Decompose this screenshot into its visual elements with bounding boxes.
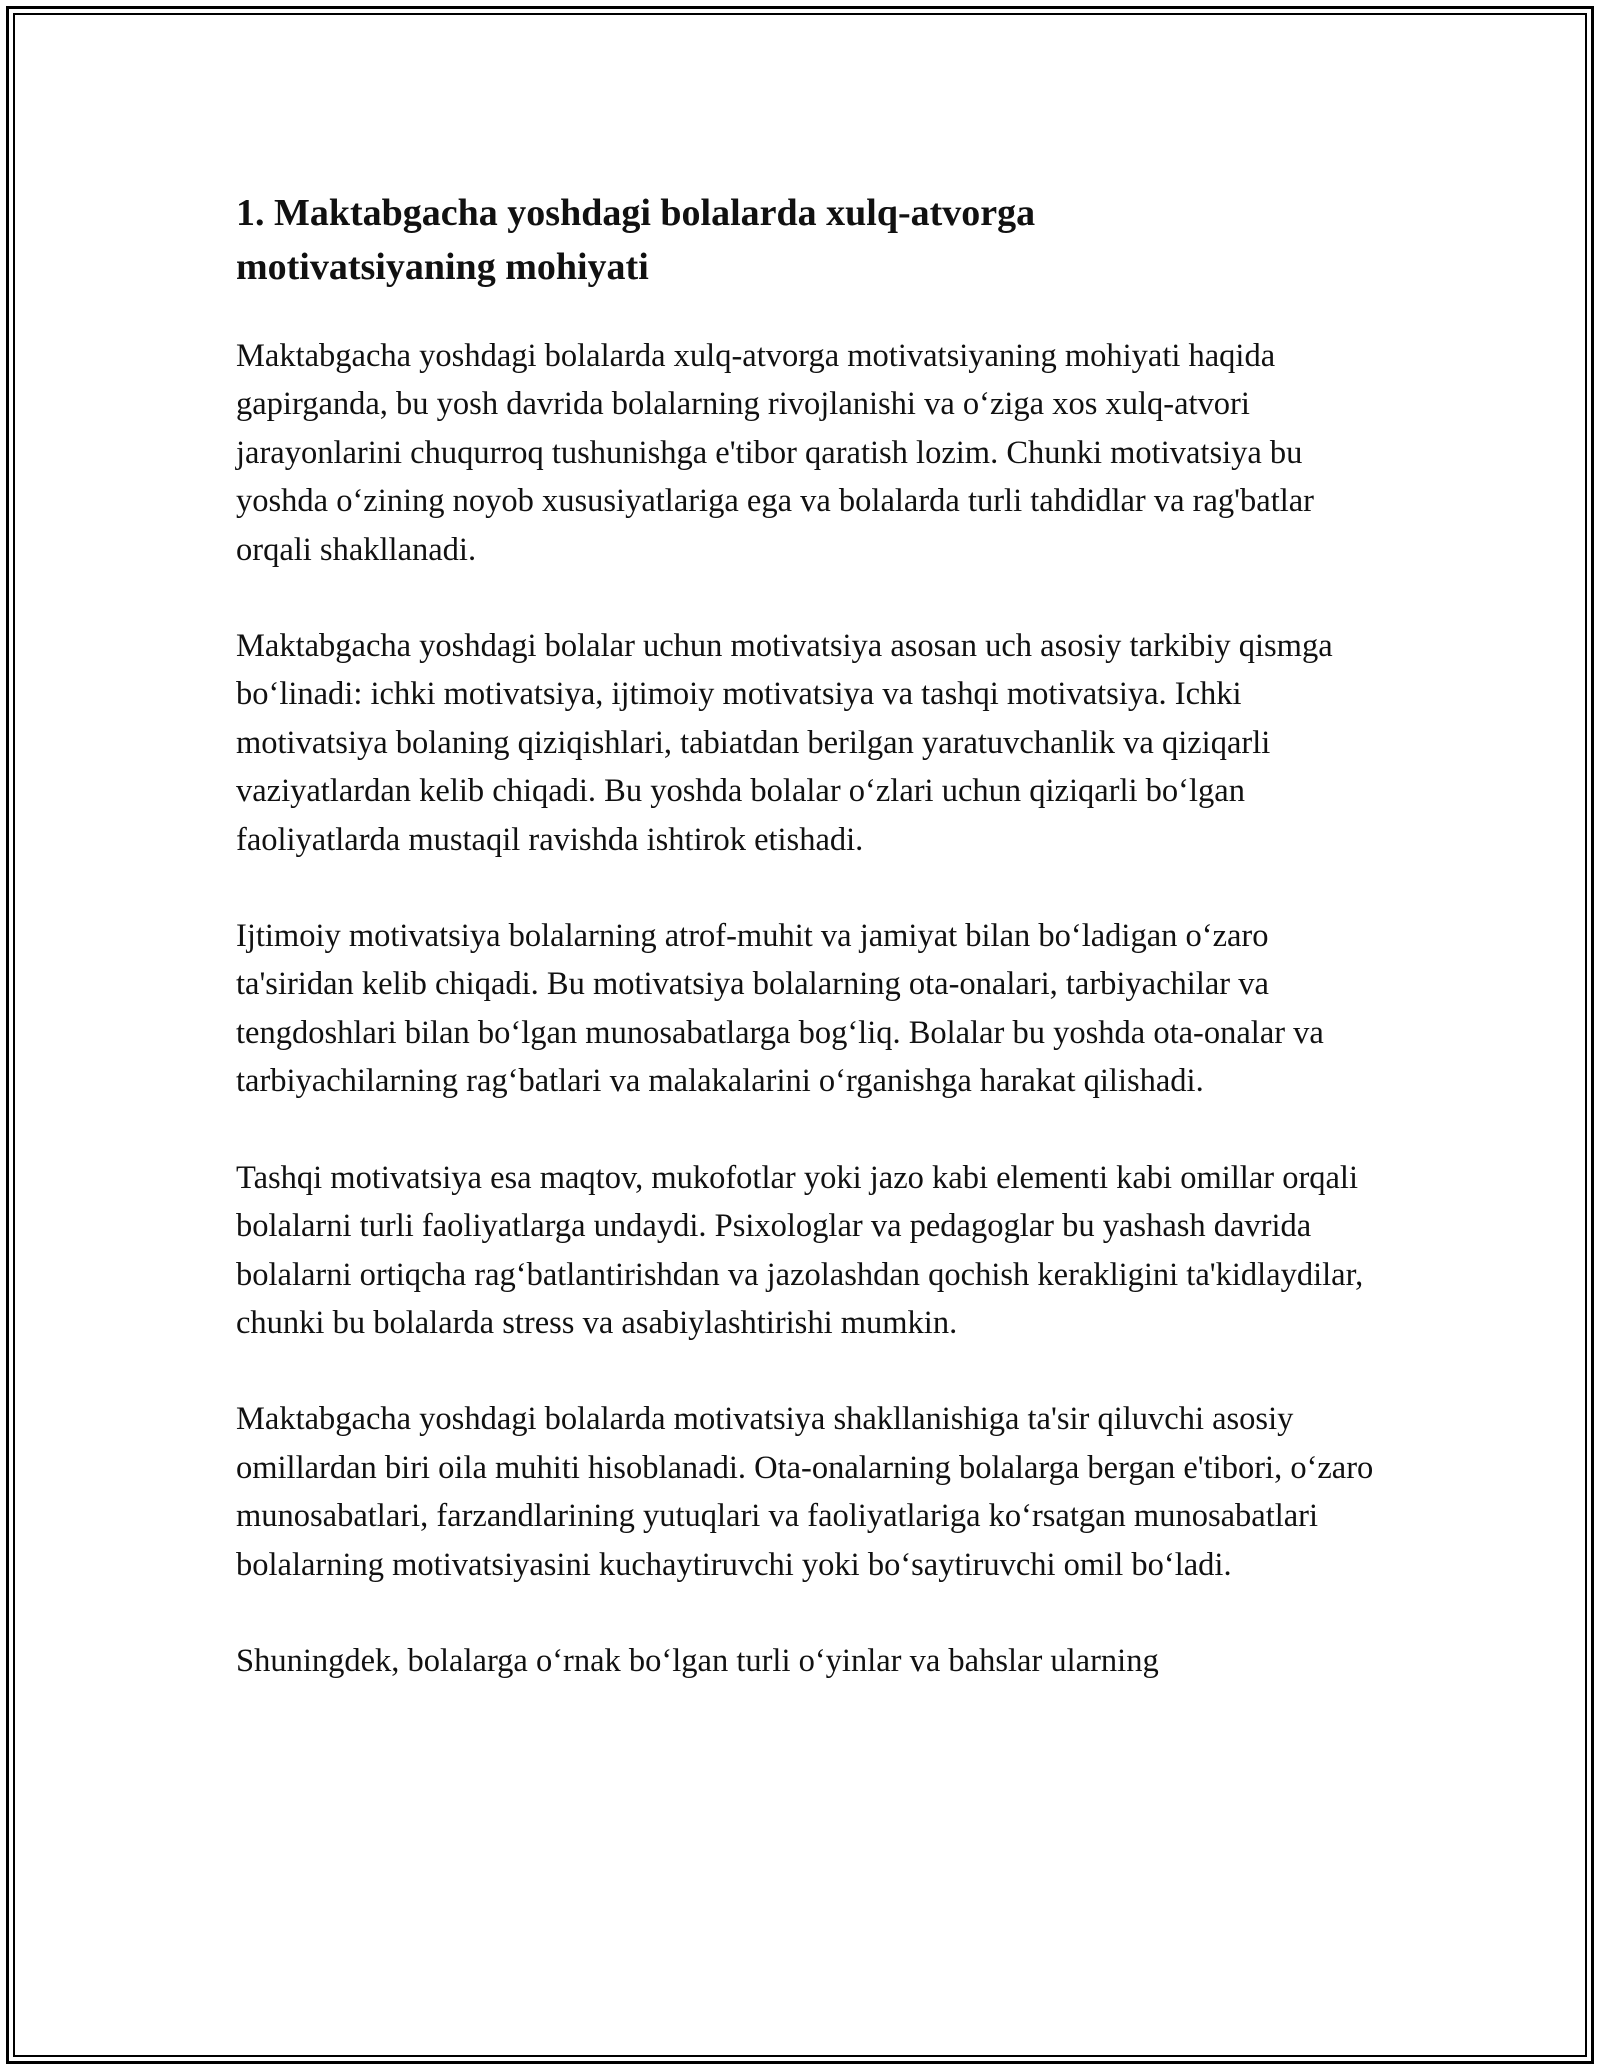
paragraph-1: Maktabgacha yoshdagi bolalarda xulq-atvorga motivatsiyaning mohiyati haqida gapirganda, bu yosh davrida bolalarning rivojlanishi va o‘ziga xos xulq-atvori jarayonlarini chuqurroq tushunishga e'tibor qaratish lozim. Chunki motivatsiya bu yoshda o‘zining noyob xususiyatlariga ega va bolalarda turli tahdidlar va rag'batlar orqali shakllanadi. bbox=[236, 338, 1315, 568]
paragraph-4: Tashqi motivatsiya esa maqtov, mukofotlar yoki jazo kabi elementi kabi omillar orqali bolalarni turli faoliyatlarga undaydi. Psixologlar va pedagoglar bu yashash davrida bolalarni ortiqcha rag‘batlantirishdan va jazolashdan qochish kerakligini ta'kidlaydilar, chunki bu bolalarda stress va asabiylashtirishi mumkin. bbox=[236, 1159, 1364, 1341]
section-heading: 1. Maktabgacha yoshdagi bolalarda xulq-atvorga motivatsiyaning mohiyati bbox=[236, 192, 1036, 288]
document-body bbox=[236, 186, 1376, 1733]
paragraph-5: Maktabgacha yoshdagi bolalarda motivatsiya shakllanishiga ta'sir qiluvchi asosiy omillardan biri oila muhiti hisoblanadi. Ota-onalarning bolalarga bergan e'tibori, o‘zaro munosabatlari, farzandlarining yutuqlari va faoliyatlariga ko‘rsatgan munosabatlari bolalarning motivatsiyasini kuchaytiruvchi yoki bo‘saytiruvchi omil bo‘ladi. bbox=[236, 1401, 1374, 1583]
paragraph-6: Shuningdek, bolalarga o‘rnak bo‘lgan turli o‘yinlar va bahslar ularning bbox=[236, 1642, 1159, 1679]
paragraph-3: Ijtimoiy motivatsiya bolalarning atrof-muhit va jamiyat bilan bo‘ladigan o‘zaro ta'siridan kelib chiqadi. Bu motivatsiya bolalarning ota-onalari, tarbiyachilar va tengdoshlari bilan bo‘lgan munosabatlarga bog‘liq. Bolalar bu yoshda ota-onalar va tarbiyachilarning rag‘batlari va malakalarini o‘rganishga harakat qilishadi. bbox=[236, 918, 1324, 1100]
paragraph-2: Maktabgacha yoshdagi bolalar uchun motivatsiya asosan uch asosiy tarkibiy qismga bo‘linadi: ichki motivatsiya, ijtimoiy motivatsiya va tashqi motivatsiya. Ichki motivatsiya bolaning qiziqishlari, tabiatdan berilgan yaratuvchanlik va qiziqarli vaziyatlardan kelib chiqadi. Bu yoshda bolalar o‘zlari uchun qiziqarli bo‘lgan faoliyatlarda mustaqil ravishda ishtirok etishadi. bbox=[236, 628, 1333, 858]
